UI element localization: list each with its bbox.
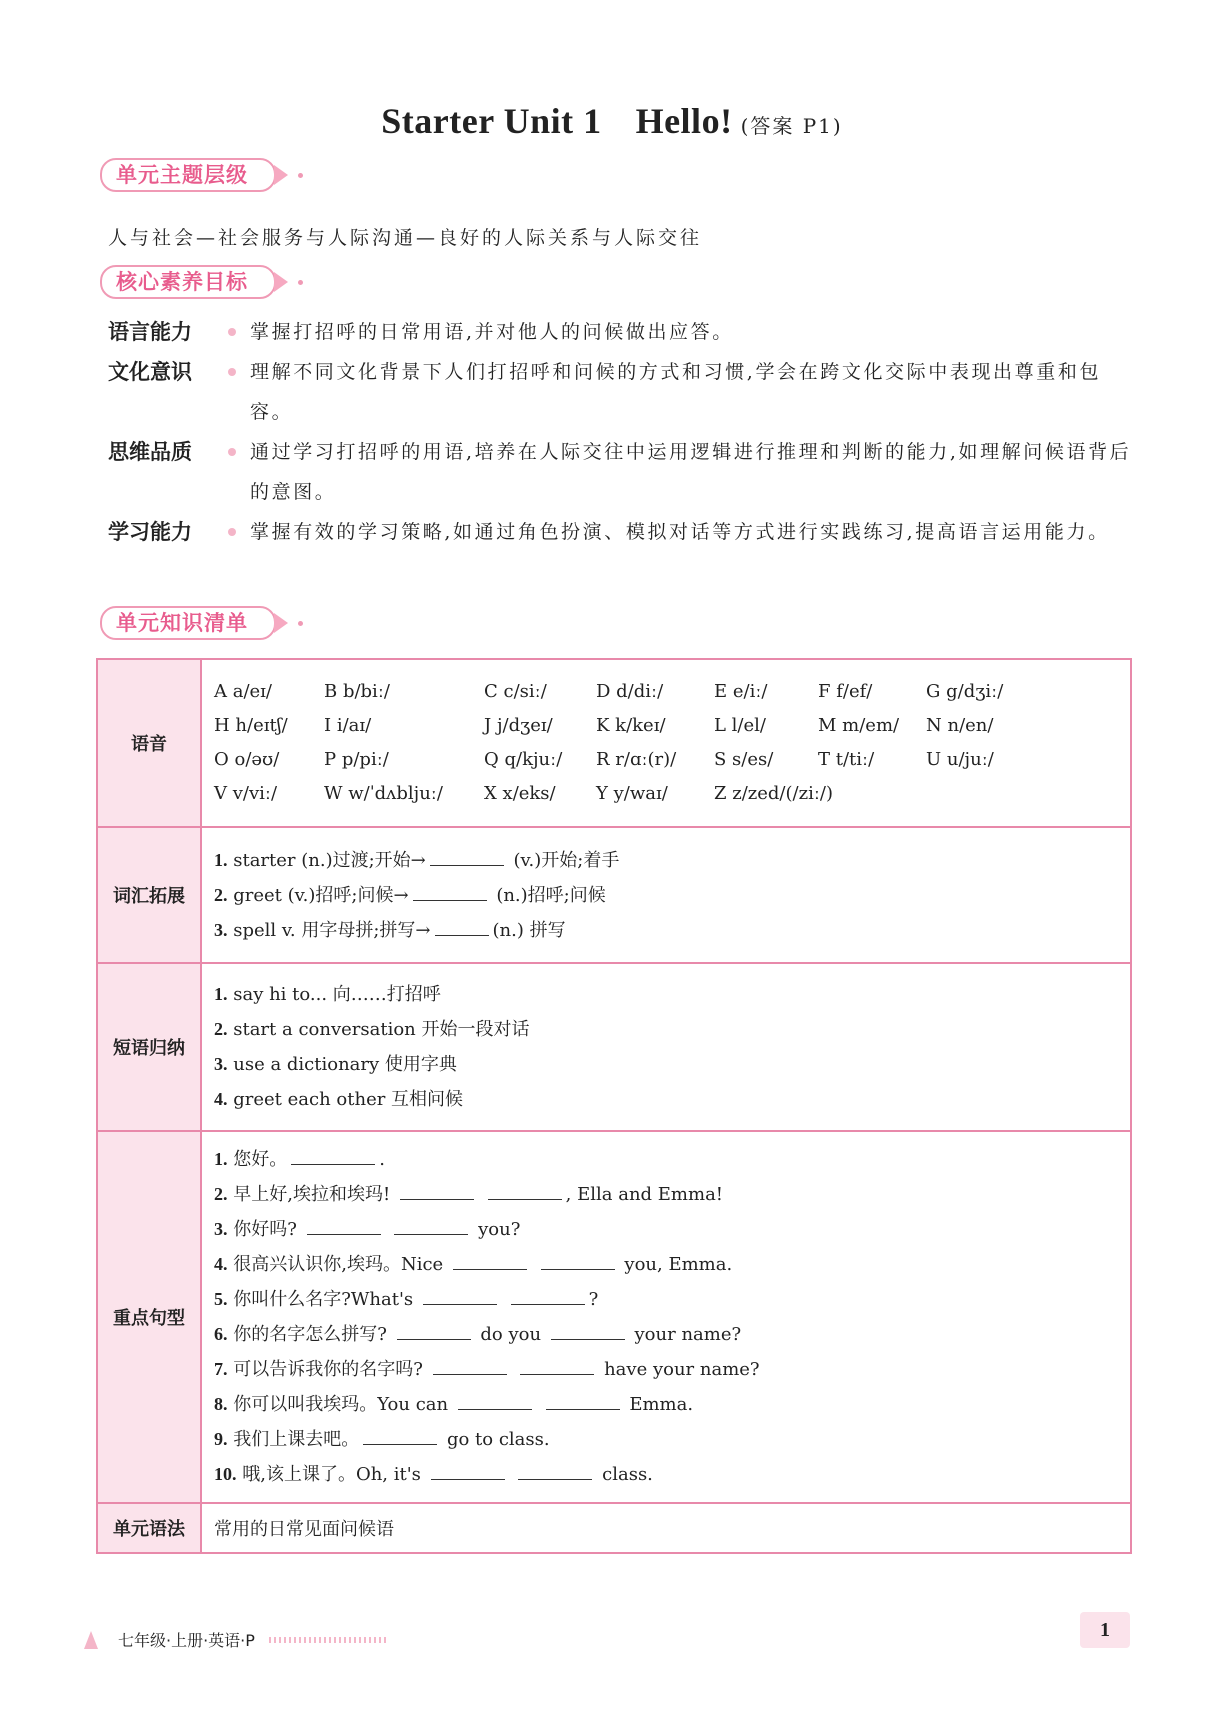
phonetic-cell: S s/es/	[714, 749, 774, 770]
answer-reference: (答案 P1)	[740, 114, 843, 138]
answer-blank[interactable]	[423, 1286, 497, 1305]
sentence-item: 9. 我们上课去吧。 go to class.	[214, 1422, 1118, 1457]
phrase-item: 1. say hi to... 向……打招呼	[214, 984, 441, 1005]
section-tag: 单元主题层级	[100, 158, 276, 192]
phonetic-cell: E e/iː/	[714, 681, 768, 702]
answer-blank[interactable]	[520, 1356, 594, 1375]
phonetic-cell: B b/biː/	[324, 681, 390, 702]
phonetic-cell: Q q/kjuː/	[484, 749, 563, 770]
sentence-item: 4. 很高兴认识你,埃玛。Nice you, Emma.	[214, 1247, 1118, 1282]
table-row-sentences	[97, 1131, 1131, 1503]
goal-label: 文化意识	[108, 360, 192, 384]
answer-blank[interactable]	[433, 1356, 507, 1375]
phonetic-cell: L l/el/	[714, 715, 766, 736]
answer-blank[interactable]	[541, 1251, 615, 1270]
table-row-vocab	[97, 827, 1131, 963]
answer-blank[interactable]	[511, 1286, 585, 1305]
phonetic-cell: C c/siː/	[484, 681, 547, 702]
phonetic-cell: F f/ef/	[818, 681, 873, 702]
sentence-item: 8. 你可以叫我埃玛。You can Emma.	[214, 1387, 1118, 1422]
sentence-item: 2. 早上好,埃拉和埃玛! , Ella and Emma!	[214, 1177, 1118, 1212]
goal-item	[108, 432, 1138, 512]
sentence-item: 10. 哦,该上课了。Oh, it's class.	[214, 1457, 1118, 1492]
phonetic-cell: I i/aɪ/	[324, 715, 372, 736]
phonetics-grid	[214, 675, 1118, 811]
phonetic-cell: W w/ˈdʌbljuː/	[324, 783, 443, 804]
section-header-knowledge	[100, 606, 303, 640]
answer-blank[interactable]	[435, 917, 489, 936]
phonetic-cell	[818, 777, 926, 811]
answer-blank[interactable]	[431, 1461, 505, 1480]
table-row-phrases	[97, 963, 1131, 1131]
phonetic-cell: J j/dʒeɪ/	[484, 715, 553, 736]
answer-blank[interactable]	[546, 1391, 620, 1410]
answer-blank[interactable]	[488, 1181, 562, 1200]
goal-text: 理解不同文化背景下人们打招呼和问候的方式和习惯,学会在跨文化交际中表现出尊重和包容。	[222, 352, 1138, 432]
section-tag: 单元知识清单	[100, 606, 276, 640]
phonetic-cell: D d/diː/	[596, 681, 664, 702]
phonetic-cell: Z z/zed/(/ziː/)	[714, 783, 833, 804]
triangle-icon	[84, 1631, 98, 1649]
goal-item	[108, 512, 1138, 552]
answer-blank[interactable]	[551, 1321, 625, 1340]
unit-title: Starter Unit 1	[381, 101, 602, 141]
phonetic-cell: G g/dʒiː/	[926, 681, 1004, 702]
phonetic-cell: T t/tiː/	[818, 749, 875, 770]
row-label: 短语归纳	[97, 963, 201, 1131]
dot-icon	[298, 280, 303, 285]
sentence-item: 3. 你好吗? you?	[214, 1212, 1118, 1247]
phonetic-cell: N n/en/	[926, 715, 994, 736]
goal-text: 掌握有效的学习策略,如通过角色扮演、模拟对话等方式进行实践练习,提高语言运用能力。	[222, 512, 1138, 552]
dot-icon	[298, 173, 303, 178]
row-label: 单元语法	[97, 1503, 201, 1553]
row-label: 词汇拓展	[97, 827, 201, 963]
answer-blank[interactable]	[394, 1216, 468, 1235]
answer-blank[interactable]	[397, 1321, 471, 1340]
goal-item	[108, 312, 1138, 352]
phrase-item: 3. use a dictionary 使用字典	[214, 1054, 457, 1075]
footer-decoration	[269, 1637, 389, 1643]
row-label: 语音	[97, 659, 201, 827]
phonetic-cell: K k/keɪ/	[596, 715, 666, 736]
section-tag: 核心素养目标	[100, 265, 276, 299]
goal-item	[108, 352, 1138, 432]
goal-text: 掌握打招呼的日常用语,并对他人的问候做出应答。	[222, 312, 1138, 352]
goals-list	[108, 312, 1138, 552]
table-row-grammar	[97, 1503, 1131, 1553]
sentence-item: 5. 你叫什么名字?What's ?	[214, 1282, 1118, 1317]
dot-icon	[298, 621, 303, 626]
goal-text: 通过学习打招呼的用语,培养在人际交往中运用逻辑进行推理和判断的能力,如理解问候语背后的意图。	[222, 432, 1138, 512]
unit-subtitle: Hello!	[635, 101, 733, 141]
answer-blank[interactable]	[291, 1146, 375, 1165]
goal-label: 思维品质	[108, 440, 192, 464]
phonetic-cell: P p/piː/	[324, 749, 389, 770]
row-label: 重点句型	[97, 1131, 201, 1503]
answer-blank[interactable]	[413, 882, 487, 901]
theme-line: 人与社会—社会服务与人际沟通—良好的人际关系与人际交往	[108, 227, 703, 249]
answer-blank[interactable]	[453, 1251, 527, 1270]
phonetic-cell: U u/juː/	[926, 749, 994, 770]
phonetic-cell: O o/əʊ/	[214, 749, 280, 770]
phonetic-cell: X x/eks/	[484, 783, 556, 804]
goal-label: 学习能力	[108, 520, 192, 544]
footer	[84, 1628, 389, 1651]
page-number: 1	[1080, 1612, 1130, 1648]
answer-blank[interactable]	[458, 1391, 532, 1410]
answer-blank[interactable]	[400, 1181, 474, 1200]
vocab-item: 3. spell v. 用字母拼;拼写→ (n.) 拼写	[214, 913, 1118, 948]
phrase-item: 4. greet each other 互相问候	[214, 1089, 464, 1110]
sentence-item: 1. 您好。 .	[214, 1142, 1118, 1177]
phonetic-cell: A a/eɪ/	[214, 681, 272, 702]
phonetic-cell: R r/ɑː(r)/	[596, 749, 677, 770]
phonetic-cell: Y y/waɪ/	[596, 783, 668, 804]
table-row-phonetics	[97, 659, 1131, 827]
sentence-item: 6. 你的名字怎么拼写? do you your name?	[214, 1317, 1118, 1352]
phonetic-cell	[926, 777, 1036, 811]
answer-blank[interactable]	[307, 1216, 381, 1235]
answer-blank[interactable]	[363, 1426, 437, 1445]
section-header-goals	[100, 265, 303, 299]
footer-text: 七年级·上册·英语·P	[118, 1631, 255, 1650]
answer-blank[interactable]	[430, 847, 504, 866]
answer-blank[interactable]	[518, 1461, 592, 1480]
phrase-item: 2. start a conversation 开始一段对话	[214, 1019, 530, 1040]
page-title	[0, 100, 1224, 142]
grammar-text: 常用的日常见面问候语	[201, 1503, 1131, 1553]
vocab-item: 1. starter (n.)过渡;开始→ (v.)开始;着手	[214, 843, 1118, 878]
phonetic-cell: V v/viː/	[214, 783, 278, 804]
goal-label: 语言能力	[108, 320, 192, 344]
knowledge-table	[96, 658, 1132, 1554]
phonetic-cell: M m/em/	[818, 715, 900, 736]
sentence-item: 7. 可以告诉我你的名字吗? have your name?	[214, 1352, 1118, 1387]
phonetic-cell: H h/eɪtʃ/	[214, 715, 288, 736]
section-header-theme	[100, 158, 303, 192]
vocab-item: 2. greet (v.)招呼;问候→ (n.)招呼;问候	[214, 878, 1118, 913]
